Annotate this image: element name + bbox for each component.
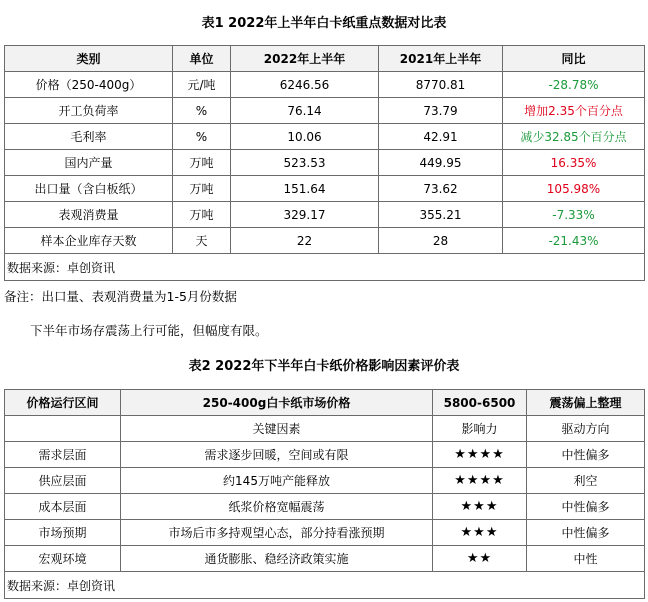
table-row	[5, 228, 645, 254]
unit-cell: %	[173, 98, 231, 124]
header-yoy: 同比	[503, 46, 645, 72]
value-2021-cell: 42.91	[379, 124, 503, 150]
table1-title: 表1 2022年上半年白卡纸重点数据对比表	[201, 16, 447, 31]
direction-cell: 中性偏多	[527, 494, 645, 520]
market-price-label: 250-400g白卡纸市场价格	[121, 390, 433, 416]
unit-cell: %	[173, 124, 231, 150]
table-row	[5, 98, 645, 124]
yoy-cell: 16.35%	[503, 150, 645, 176]
price-range-row	[5, 390, 645, 416]
table-header-row	[5, 46, 645, 72]
table-row	[5, 494, 645, 520]
factor-cell: 市场后市多持观望心态，部分持看涨预期	[121, 520, 433, 546]
value-2021-cell: 73.62	[379, 176, 503, 202]
table2-title: 表2 2022年下半年白卡纸价格影响因素评价表	[188, 359, 460, 374]
value-2022-cell: 329.17	[231, 202, 379, 228]
yoy-cell: 增加2.35个百分点	[503, 98, 645, 124]
category-cell: 出口量（含白板纸）	[5, 176, 173, 202]
unit-cell: 万吨	[173, 202, 231, 228]
value-2021-cell: 355.21	[379, 202, 503, 228]
layer-cell: 需求层面	[5, 442, 121, 468]
table-row	[5, 520, 645, 546]
impact-stars-cell: ★★★★	[433, 442, 527, 468]
impact-stars-cell: ★★	[433, 546, 527, 572]
yoy-cell: -21.43%	[503, 228, 645, 254]
factor-cell: 约145万吨产能释放	[121, 468, 433, 494]
table-row	[5, 72, 645, 98]
value-2022-cell: 10.06	[231, 124, 379, 150]
table2-source-row	[5, 572, 645, 599]
value-2021-cell: 449.95	[379, 150, 503, 176]
price-range-value: 5800-6500	[433, 390, 527, 416]
direction-cell: 中性	[527, 546, 645, 572]
impact-stars-cell: ★★★★	[433, 468, 527, 494]
value-2022-cell: 6246.56	[231, 72, 379, 98]
factor-cell: 通货膨胀、稳经济政策实施	[121, 546, 433, 572]
yoy-cell: -28.78%	[503, 72, 645, 98]
table-row	[5, 442, 645, 468]
table-row	[5, 150, 645, 176]
category-cell: 国内产量	[5, 150, 173, 176]
footnote: 备注：出口量、表观消费量为1-5月份数据	[4, 289, 237, 304]
table-row	[5, 546, 645, 572]
value-2021-cell: 28	[379, 228, 503, 254]
table1-source: 数据来源：卓创资讯	[5, 254, 645, 281]
value-2022-cell: 76.14	[231, 98, 379, 124]
impact-header: 影响力	[433, 416, 527, 442]
direction-cell: 利空	[527, 468, 645, 494]
yoy-cell: -7.33%	[503, 202, 645, 228]
comparison-table	[4, 45, 645, 281]
header-category: 类别	[5, 46, 173, 72]
layer-cell: 市场预期	[5, 520, 121, 546]
factor-cell: 纸浆价格宽幅震荡	[121, 494, 433, 520]
layer-cell: 成本层面	[5, 494, 121, 520]
yoy-cell: 减少32.85个百分点	[503, 124, 645, 150]
layer-cell: 宏观环境	[5, 546, 121, 572]
unit-cell: 天	[173, 228, 231, 254]
unit-cell: 万吨	[173, 176, 231, 202]
price-range-label: 价格运行区间	[5, 390, 121, 416]
factor-cell: 需求逐步回暖，空间或有限	[121, 442, 433, 468]
value-2022-cell: 22	[231, 228, 379, 254]
impact-stars-cell: ★★★	[433, 494, 527, 520]
table-row	[5, 124, 645, 150]
outlook-paragraph: 下半年市场存震荡上行可能，但幅度有限。	[30, 323, 268, 338]
table1-source-row	[5, 254, 645, 281]
trend-label: 震荡偏上整理	[527, 390, 645, 416]
direction-cell: 中性偏多	[527, 442, 645, 468]
header-2022h1: 2022年上半年	[231, 46, 379, 72]
key-factor-header: 关键因素	[121, 416, 433, 442]
layer-cell: 供应层面	[5, 468, 121, 494]
table-row	[5, 468, 645, 494]
table-row	[5, 202, 645, 228]
category-cell: 开工负荷率	[5, 98, 173, 124]
factor-header-row	[5, 416, 645, 442]
table2-source: 数据来源：卓创资讯	[5, 572, 645, 599]
value-2021-cell: 8770.81	[379, 72, 503, 98]
unit-cell: 元/吨	[173, 72, 231, 98]
value-2021-cell: 73.79	[379, 98, 503, 124]
category-cell: 毛利率	[5, 124, 173, 150]
table-row	[5, 176, 645, 202]
yoy-cell: 105.98%	[503, 176, 645, 202]
direction-header: 驱动方向	[527, 416, 645, 442]
category-cell: 价格（250-400g）	[5, 72, 173, 98]
factor-evaluation-table	[4, 389, 645, 599]
header-2021h1: 2021年上半年	[379, 46, 503, 72]
direction-cell: 中性偏多	[527, 520, 645, 546]
unit-cell: 万吨	[173, 150, 231, 176]
category-cell: 表观消费量	[5, 202, 173, 228]
value-2022-cell: 523.53	[231, 150, 379, 176]
header-unit: 单位	[173, 46, 231, 72]
empty-header-cell	[5, 416, 121, 442]
category-cell: 样本企业库存天数	[5, 228, 173, 254]
impact-stars-cell: ★★★	[433, 520, 527, 546]
value-2022-cell: 151.64	[231, 176, 379, 202]
